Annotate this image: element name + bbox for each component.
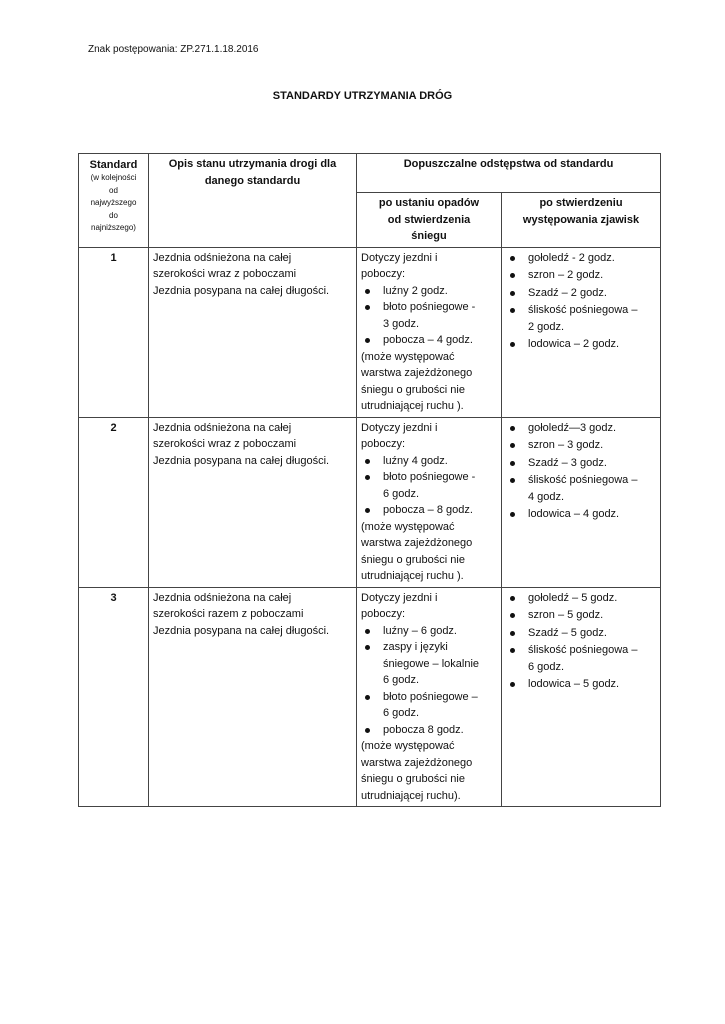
description-line: Jezdnia odśnieżona na całej	[153, 251, 292, 264]
list-item	[361, 469, 497, 502]
intro-line: Dotyczy jezdni i	[361, 591, 438, 604]
item-text: Szadź – 2 godz.	[528, 286, 607, 299]
description-line: szerokości wraz z poboczami	[153, 438, 297, 450]
item-text: błoto pośniegowe -	[383, 471, 476, 483]
after-snowfall-cell	[357, 587, 502, 807]
header-standard-note	[83, 172, 144, 235]
description-cell	[149, 587, 357, 807]
header-after-line: od stwierdzenia	[387, 213, 471, 226]
standard-number: 1	[79, 247, 149, 417]
intro-line: Dotyczy jezdni i	[361, 421, 438, 434]
list-item	[506, 642, 656, 675]
item-text: 6 godz.	[383, 487, 420, 500]
after-snowfall-list	[361, 623, 497, 739]
item-text: Szadź – 5 godz.	[528, 626, 607, 639]
header-deviations: Dopuszczalne odstępstwa od standardu	[357, 154, 661, 193]
item-text: gołoledź - 2 godz.	[528, 251, 615, 264]
list-item	[361, 453, 497, 470]
note-line: śniegu o grubości nie	[361, 553, 465, 566]
after-snowfall-list	[361, 283, 497, 349]
list-item	[361, 722, 497, 739]
list-item	[361, 689, 497, 722]
description-line: Jezdnia posypana na całej długości.	[153, 454, 330, 467]
header-description	[149, 154, 357, 248]
intro-line: poboczy:	[361, 438, 406, 450]
document-reference: Znak postępowania: ZP.271.1.18.2016	[88, 44, 259, 55]
after-snowfall-cell	[357, 247, 502, 417]
item-text: śliskość pośniegowa –	[528, 304, 638, 316]
note-line: (może występować	[361, 520, 455, 533]
note-line: warstwa zajeżdżonego	[361, 367, 473, 379]
item-text: 4 godz.	[528, 490, 565, 503]
item-text: błoto pośniegowe -	[383, 301, 476, 313]
description-line: szerokości wraz z poboczami	[153, 268, 297, 280]
after-detection-list	[506, 420, 656, 523]
header-description-line: Opis stanu utrzymania drogi dla	[168, 158, 337, 170]
header-description-line: danego standardu	[204, 174, 301, 187]
list-item	[361, 502, 497, 519]
note-line: od	[109, 185, 118, 195]
item-text: luźny 4 godz.	[383, 454, 448, 467]
list-item	[506, 590, 656, 607]
list-item	[506, 250, 656, 267]
list-item	[361, 299, 497, 332]
item-text: Szadź – 3 godz.	[528, 456, 607, 469]
standards-table	[78, 153, 661, 807]
after-detection-list	[506, 590, 656, 693]
list-item	[506, 455, 656, 472]
after-detection-list	[506, 250, 656, 353]
description-line: Jezdnia odśnieżona na całej	[153, 591, 292, 604]
list-item	[506, 285, 656, 302]
item-text: zaspy i języki	[383, 641, 448, 653]
intro-line: Dotyczy jezdni i	[361, 251, 438, 264]
note-line: śniegu o grubości nie	[361, 773, 465, 785]
list-item	[506, 472, 656, 505]
list-item	[361, 332, 497, 349]
note-line: utrudniającej ruchu ).	[361, 570, 464, 582]
note-line: utrudniającej ruchu ).	[361, 400, 464, 412]
description-line: Jezdnia posypana na całej długości.	[153, 284, 330, 297]
note-line: do	[109, 210, 118, 220]
item-text: szron – 3 godz.	[528, 439, 604, 451]
list-item	[506, 437, 656, 454]
item-text: pobocza – 4 godz.	[383, 334, 473, 346]
item-text: gołoledź—3 godz.	[528, 421, 617, 434]
header-standard-label: Standard	[89, 159, 138, 171]
list-item	[506, 676, 656, 693]
after-detection-cell	[502, 417, 661, 587]
table-row	[79, 587, 661, 807]
item-text: pobocza 8 godz.	[383, 723, 464, 736]
item-text: 6 godz.	[383, 707, 420, 719]
description-line: szerokości razem z poboczami	[153, 608, 304, 620]
item-text: 6 godz.	[528, 660, 565, 673]
header-detect-line: po stwierdzeniu	[539, 197, 623, 209]
intro-line: poboczy:	[361, 268, 406, 280]
standard-number: 3	[79, 587, 149, 807]
item-text: lodowica – 5 godz.	[528, 678, 620, 690]
header-detect-line: występowania zjawisk	[522, 213, 640, 226]
after-detection-cell	[502, 587, 661, 807]
note-line: (może występować	[361, 740, 455, 752]
note-line: najwyższego	[90, 198, 137, 207]
table-row	[79, 417, 661, 587]
note-line: (może występować	[361, 350, 455, 363]
header-after-line: śniegu	[411, 230, 447, 242]
note-line: śniegu o grubości nie	[361, 383, 465, 396]
list-item	[361, 283, 497, 300]
item-text: pobocza – 8 godz.	[383, 504, 473, 516]
table-row	[79, 247, 661, 417]
standard-number: 2	[79, 417, 149, 587]
item-text: 2 godz.	[528, 320, 565, 333]
item-text: szron – 5 godz.	[528, 609, 604, 621]
description-line: Jezdnia odśnieżona na całej	[153, 421, 292, 434]
after-detection-cell	[502, 247, 661, 417]
description-cell	[149, 417, 357, 587]
note-line: warstwa zajeżdżonego	[361, 537, 473, 549]
item-text: 3 godz.	[383, 317, 420, 330]
intro-line: poboczy:	[361, 608, 406, 620]
item-text: śliskość pośniegowa –	[528, 474, 638, 486]
note-line: (w kolejności	[90, 173, 137, 182]
item-text: błoto pośniegowe –	[383, 690, 478, 703]
list-item	[361, 639, 497, 689]
after-snowfall-list	[361, 453, 497, 519]
list-item	[506, 420, 656, 437]
item-text: szron – 2 godz.	[528, 269, 604, 281]
list-item	[506, 607, 656, 624]
list-item	[506, 302, 656, 335]
header-row-top	[79, 154, 661, 193]
header-after-line: po ustaniu opadów	[378, 197, 480, 209]
description-line: Jezdnia posypana na całej długości.	[153, 624, 330, 637]
list-item	[506, 336, 656, 353]
list-item	[506, 506, 656, 523]
note-line: utrudniającej ruchu).	[361, 789, 461, 802]
list-item	[506, 267, 656, 284]
item-text: śniegowe – lokalnie	[383, 657, 480, 670]
document-title: STANDARDY UTRZYMANIA DRÓG	[272, 90, 453, 102]
list-item	[361, 623, 497, 640]
item-text: 6 godz.	[383, 674, 420, 686]
item-text: gołoledź – 5 godz.	[528, 591, 618, 604]
header-standard	[79, 154, 149, 248]
header-after-snowfall	[357, 193, 502, 248]
after-snowfall-cell	[357, 417, 502, 587]
note-line: warstwa zajeżdżonego	[361, 756, 473, 769]
item-text: luźny 2 godz.	[383, 284, 448, 297]
header-after-detection	[502, 193, 661, 248]
item-text: śliskość pośniegowa –	[528, 644, 638, 656]
description-cell	[149, 247, 357, 417]
item-text: lodowica – 4 godz.	[528, 508, 620, 520]
note-line: najniższego)	[91, 223, 136, 232]
item-text: luźny – 6 godz.	[383, 624, 457, 637]
list-item	[506, 625, 656, 642]
item-text: lodowica – 2 godz.	[528, 338, 620, 350]
